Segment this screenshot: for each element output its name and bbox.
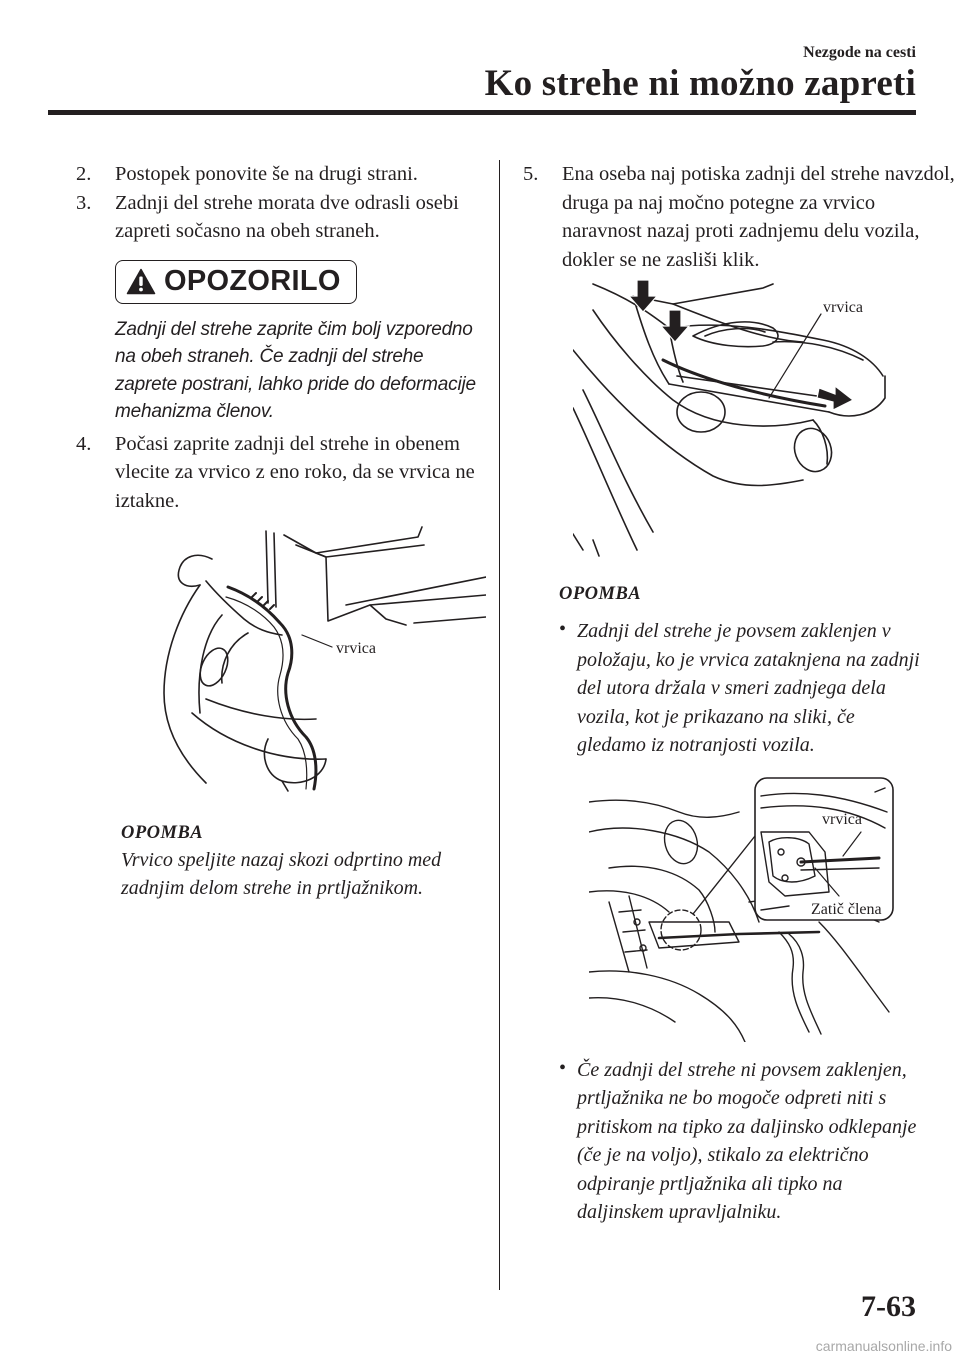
figure3-label-pin: Zatič člena — [811, 900, 882, 918]
figure2-label: vrvica — [823, 299, 863, 316]
page-number: 7-63 — [861, 1290, 916, 1323]
figure1-label: vrvica — [336, 640, 376, 657]
warning-box — [115, 260, 357, 304]
watermark: carmanualsonline.info — [815, 1338, 952, 1354]
page-title: Ko strehe ni možno zapreti — [484, 63, 916, 104]
step-5: 5. Ena oseba naj potiska zadnji del strehe navzdol, druga pa naj močno potegne za vrvico naravnost nazaj proti zadnjemu delu vozila, dokler se ne zasliši klik. — [523, 163, 955, 271]
detail-inset — [755, 778, 893, 920]
figure-pull-cord — [573, 280, 893, 570]
step-4: 4. Počasi zaprite zadnji del strehe in obenem vlecite za vrvico z eno roko, da se vrvica ne iztakne. — [76, 432, 475, 512]
step-2: 2. Postopek ponovite še na drugi strani. — [76, 163, 418, 185]
figure3-label-cord: vrvica — [822, 810, 862, 828]
figure-cord-routing — [156, 523, 486, 793]
section-title: Nezgode na cesti — [803, 44, 916, 61]
warning-triangle-icon — [126, 268, 156, 295]
step-3: 3. Zadnji del strehe morata dve odrasli osebi zapreti sočasno na obeh straneh. — [76, 191, 459, 242]
left-note-heading: OPOMBA — [121, 823, 204, 843]
column-divider — [499, 160, 500, 1290]
note-bullet-2: • Če zadnji del strehe ni povsem zaklenjen, prtljažnika ne bo mogoče odpreti niti s pritiskom na tipko za daljinsko odklepanje (če je na voljo), stikalo za električno odpiranje prtljažnika ali tipko na daljinskem upravljalniku. — [559, 1056, 917, 1223]
header-rule — [48, 110, 916, 115]
note-bullet-1: • Zadnji del strehe je povsem zaklenjen v položaju, ko je vrvica zataknjena na zadnji del utora držala v smeri zadnjega dela vozila, kot je prikazano na sliki, če gledamo iz notranjosti vozila. — [559, 618, 920, 756]
warning-label: OPOZORILO — [164, 265, 341, 297]
right-note-heading: OPOMBA — [559, 584, 642, 604]
left-note-text: Vrvico speljite nazaj skozi odprtino med zadnjim delom strehe in prtljažnikom. — [121, 849, 442, 899]
left-column — [76, 160, 476, 902]
right-column — [523, 160, 955, 1227]
warning-text: Zadnji del strehe zaprite čim bolj vzporedno na obeh straneh. Če zadnji del strehe zaprete postrani, lahko pride do deformacije mehanizma členov. — [115, 318, 476, 422]
figure-cord-latch — [589, 772, 899, 1042]
